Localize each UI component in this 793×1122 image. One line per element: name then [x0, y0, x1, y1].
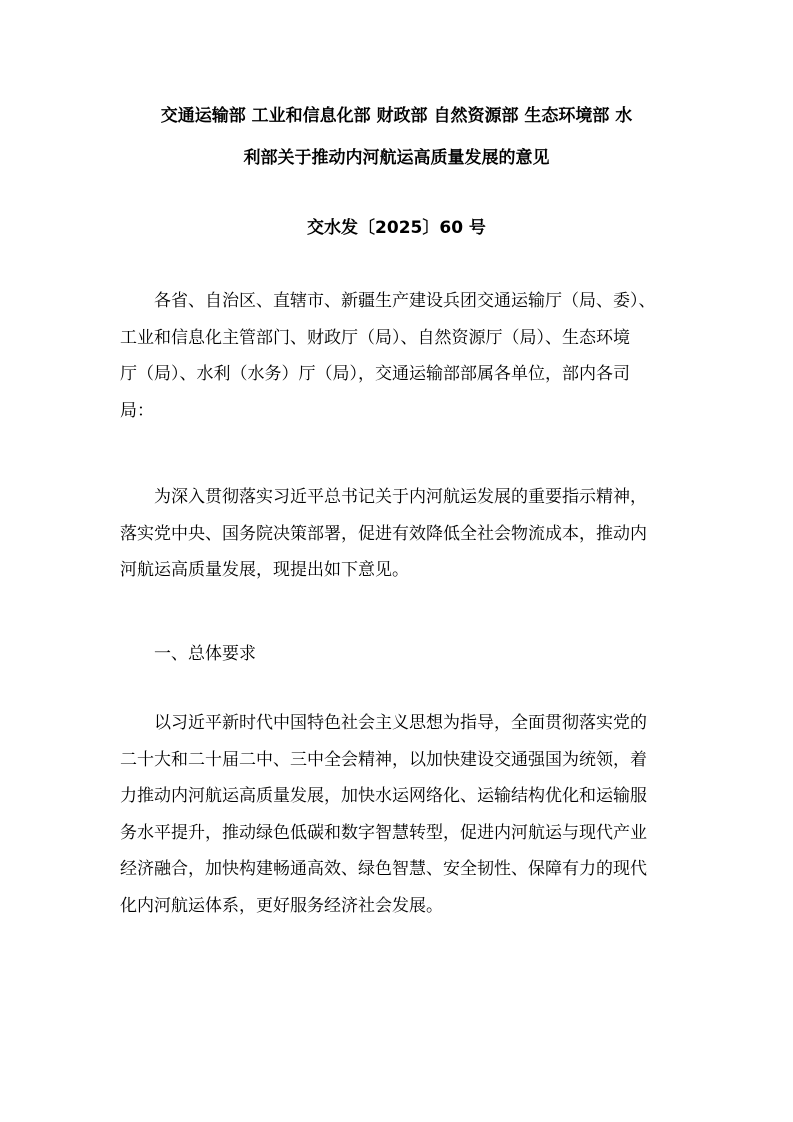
- recipients-line: 局：: [120, 400, 154, 421]
- intro-line: 河航运高质量发展，现提出如下意见。: [120, 560, 409, 580]
- recipients-line: 各省、自治区、直辖市、新疆生产建设兵团交通运输厅（局、委）、: [154, 291, 656, 311]
- intro-paragraph: [120, 479, 676, 589]
- body-line: 经济融合，加快构建畅通高效、绿色智慧、安全韧性、保障有力的现代: [120, 859, 647, 879]
- recipients-paragraph: [120, 283, 676, 429]
- document-title-line-2: 利部关于推动内河航运高质量发展的意见: [243, 148, 550, 168]
- recipients-line: 厅（局）、水利（水务）厅（局），交通运输部部属各单位，部内各司: [120, 364, 630, 384]
- body-line: 二十大和二十届二中、三中全会精神，以加快建设交通强国为统领，着: [120, 749, 647, 770]
- recipients-line: 工业和信息化主管部门、财政厅（局）、自然资源厅（局）、生态环境: [120, 327, 630, 348]
- document-title-line-1: 交通运输部 工业和信息化部 财政部 自然资源部 生态环境部 水: [160, 106, 633, 126]
- intro-line: 落实党中央、国务院决策部署，促进有效降低全社会物流成本，推动内: [120, 523, 647, 544]
- body-line: 力推动内河航运高质量发展，加快水运网络化、运输结构优化和运输服: [120, 786, 647, 806]
- intro-line: 为深入贯彻落实习近平总书记关于内河航运发展的重要指示精神，: [154, 487, 647, 507]
- body-line: 务水平提升，推动绿色低碳和数字智慧转型，促进内河航运与现代产业: [120, 822, 647, 843]
- body-line: 化内河航运体系，更好服务经济社会发展。: [120, 895, 443, 916]
- body-line: 以习近平新时代中国特色社会主义思想为指导，全面贯彻落实党的: [154, 713, 647, 733]
- document-number: 交水发〔2025〕60 号: [307, 218, 486, 238]
- body-paragraph: [120, 705, 676, 924]
- section-heading-text: 一、总体要求: [154, 644, 256, 664]
- section-heading: [120, 636, 676, 673]
